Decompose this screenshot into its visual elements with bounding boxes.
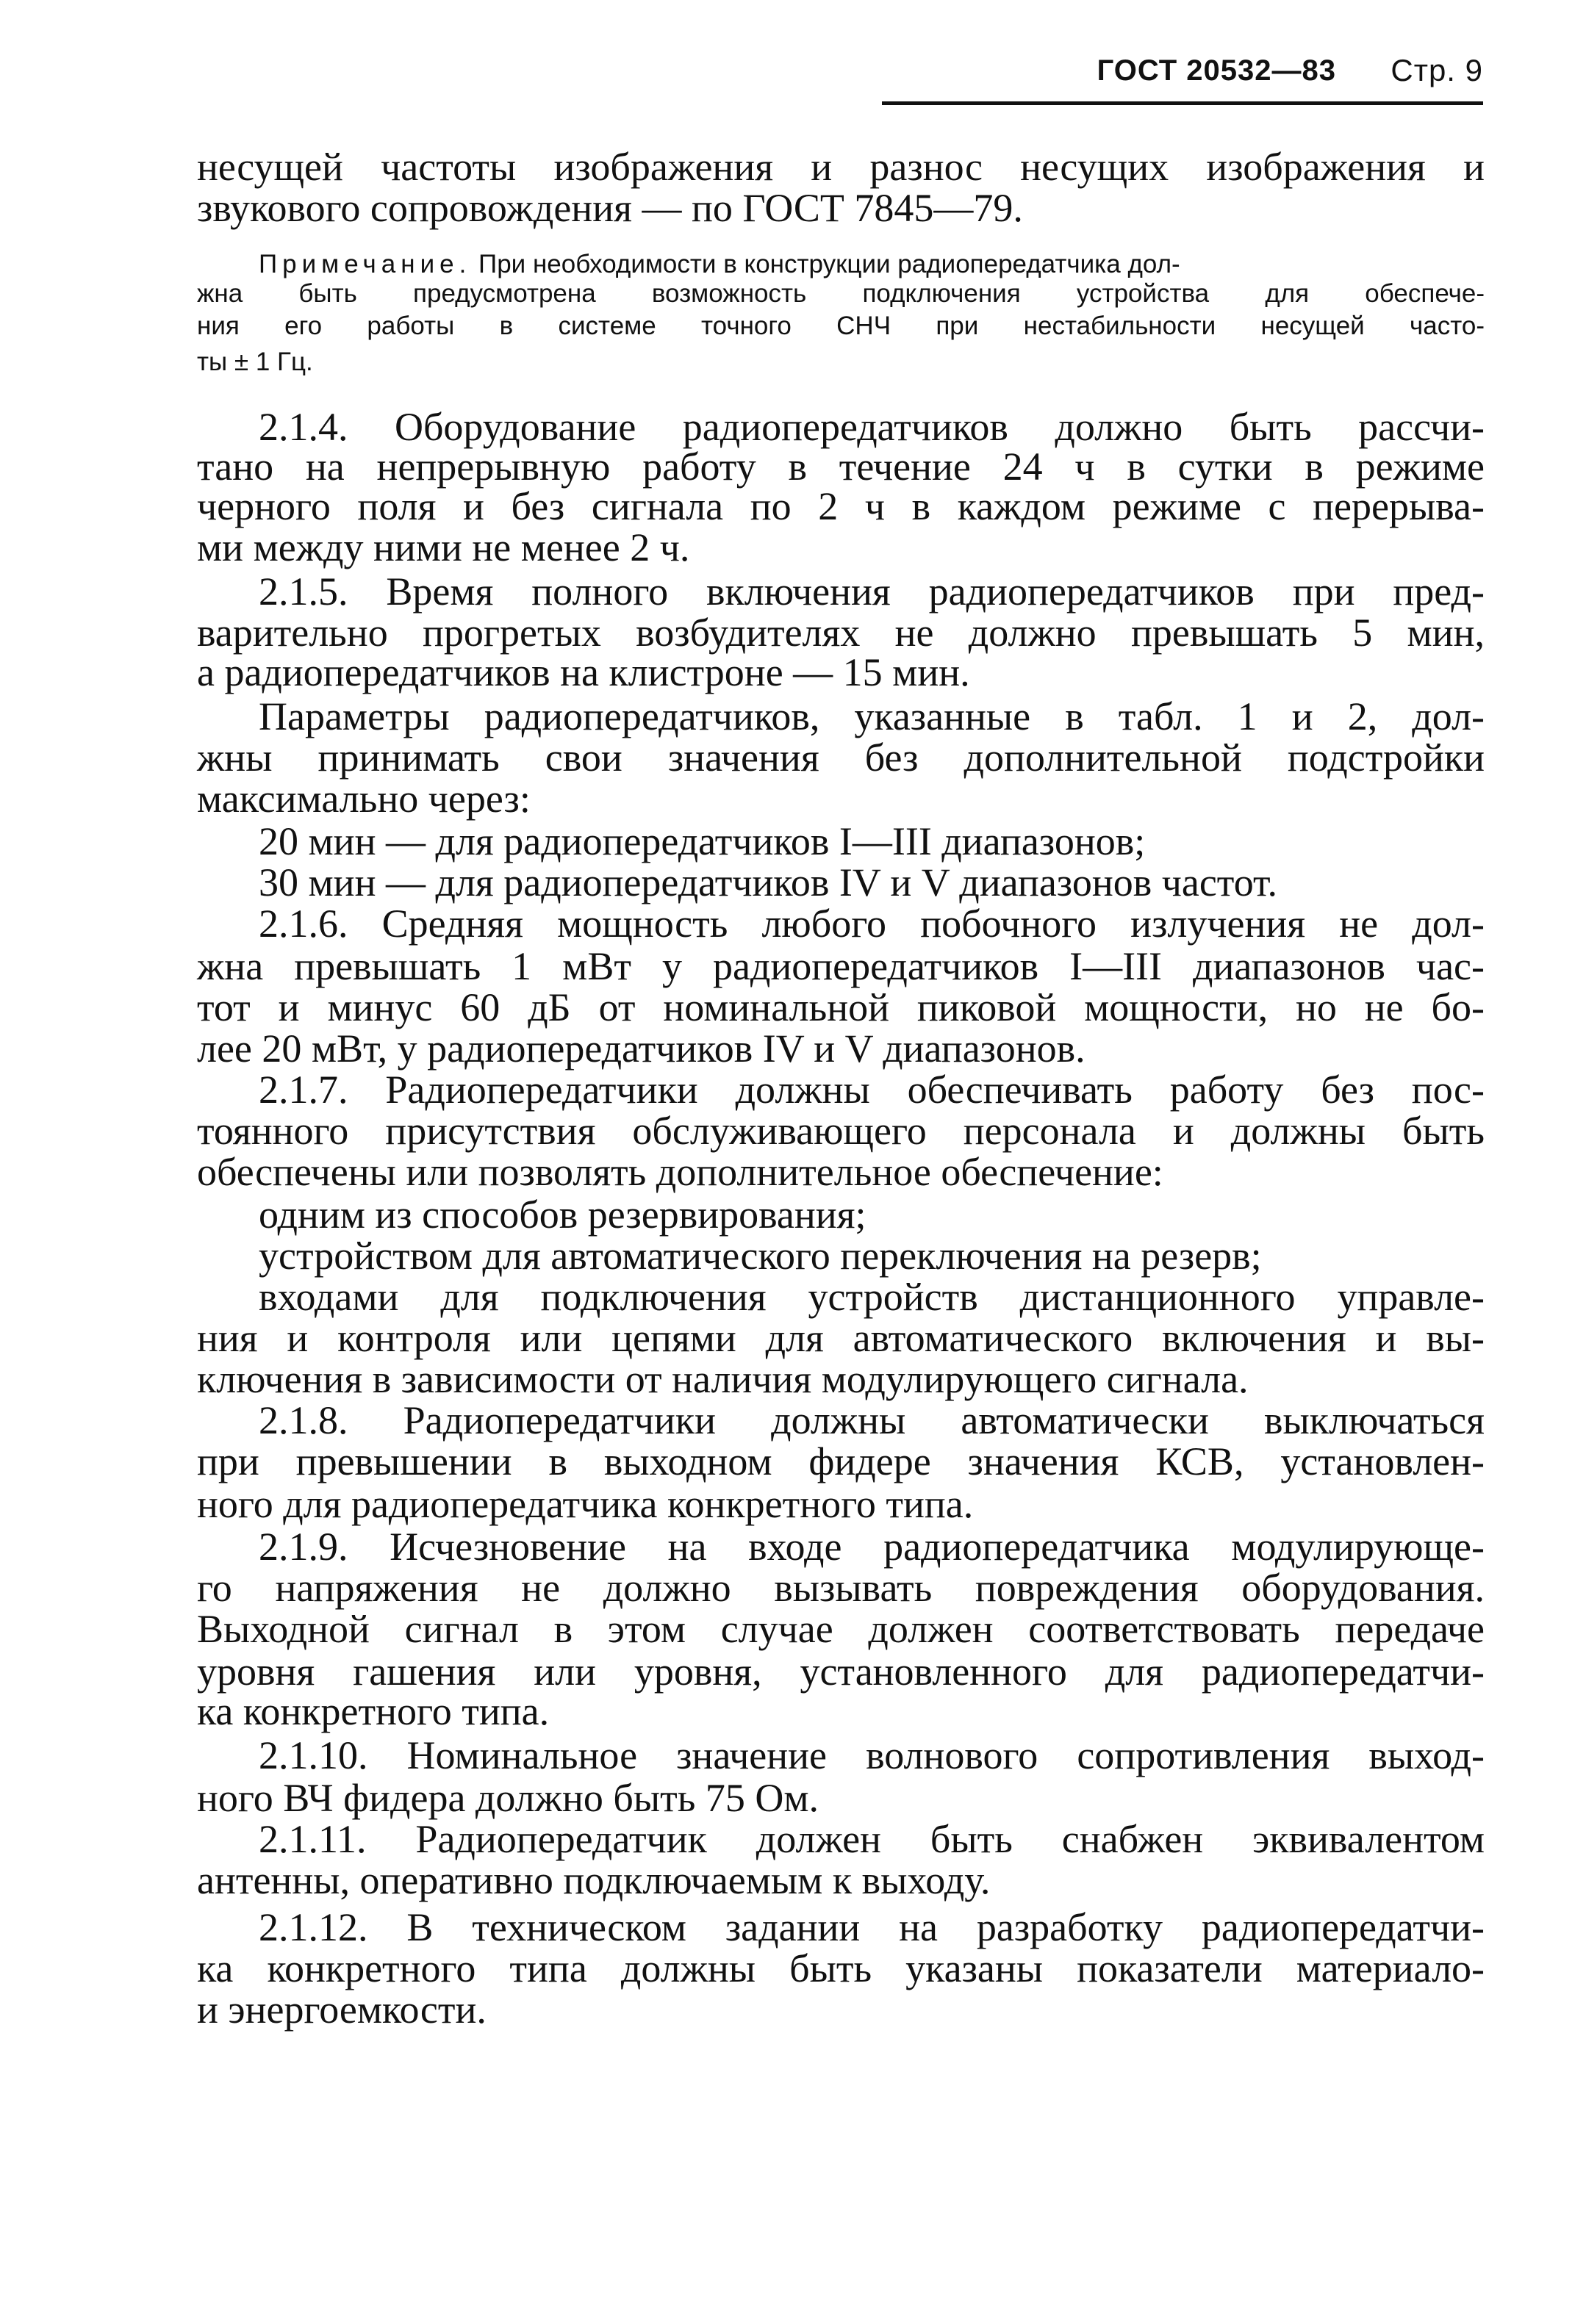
- text-line: 2.1.5. Время полного включения радиопередатчиков при пред-: [259, 569, 1485, 614]
- text-line: звукового сопровождения — по ГОСТ 7845—79.: [197, 186, 1023, 230]
- text-line: 2.1.10. Номинальное значение волнового сопротивления выход-: [259, 1733, 1485, 1777]
- text-line: ми между ними не менее 2 ч.: [197, 525, 690, 569]
- text-line: 2.1.6. Средняя мощность любого побочного излучения не дол-: [259, 902, 1485, 946]
- text-line: жна превышать 1 мВт у радиопередатчиков I—III диапазонов час-: [197, 944, 1485, 988]
- text-line: и энергоемкости.: [197, 1987, 487, 2032]
- text-line: 2.1.9. Исчезновение на входе радиопередатчика модулирующе-: [259, 1525, 1485, 1569]
- note-line: ния его работы в системе точного СНЧ при нестабильности несущей часто-: [197, 312, 1485, 340]
- text-line: варительно прогретых возбудителях не должно превышать 5 мин,: [197, 611, 1485, 655]
- text-line: го напряжения не должно вызывать повреждения оборудования.: [197, 1566, 1485, 1610]
- text-line: антенны, оперативно подключаемым к выходу.: [197, 1858, 991, 1902]
- text-line: лее 20 мВт, у радиопередатчиков IV и V диапазонов.: [197, 1026, 1086, 1071]
- text-line: черного поля и без сигнала по 2 ч в каждом режиме с перерыва-: [197, 484, 1485, 528]
- text-line: 2.1.4. Оборудование радиопередатчиков должно быть рассчи-: [259, 405, 1485, 449]
- text-line: ключения в зависимости от наличия модулирующего сигнала.: [197, 1357, 1249, 1401]
- text-line: максимально через:: [197, 777, 531, 821]
- text-line: 2.1.8. Радиопередатчики должны автоматически выключаться: [259, 1398, 1485, 1442]
- text-line: при превышении в выходном фидере значения КСВ, установлен-: [197, 1439, 1485, 1483]
- text-line: 2.1.11. Радиопередатчик должен быть снабжен эквивалентом: [259, 1817, 1485, 1861]
- text-line: тано на непрерывную работу в течение 24 ч в сутки в режиме: [197, 445, 1485, 489]
- note-line: ты ± 1 Гц.: [197, 348, 313, 376]
- page-number: Стр. 9: [1391, 53, 1483, 87]
- standard-number: ГОСТ 20532—83: [1097, 54, 1336, 87]
- note-line: жна быть предусмотрена возможность подключения устройства для обеспече-: [197, 279, 1485, 308]
- text-line: ного для радиопередатчика конкретного типа.: [197, 1482, 974, 1526]
- text-line: 20 мин — для радиопередатчиков I—III диапазонов;: [259, 819, 1146, 863]
- text-line: несущей частоты изображения и разнос несущих изображения и: [197, 145, 1485, 189]
- text-line: одним из способов резервирования;: [259, 1192, 866, 1237]
- note-text: При необходимости в конструкции радиопередатчика дол-: [478, 250, 1180, 278]
- text-line: обеспечены или позволять дополнительное обеспечение:: [197, 1150, 1163, 1194]
- text-line: тоянного присутствия обслуживающего персонала и должны быть: [197, 1109, 1485, 1153]
- text-line: 2.1.7. Радиопередатчики должны обеспечивать работу без пос-: [259, 1068, 1485, 1112]
- text-line: ния и контроля или цепями для автоматического включения и вы-: [197, 1316, 1485, 1360]
- text-line: Параметры радиопередатчиков, указанные в табл. 1 и 2, дол-: [259, 694, 1485, 738]
- page-header: [882, 48, 1483, 105]
- text-line: Выходной сигнал в этом случае должен соответствовать передаче: [197, 1607, 1485, 1651]
- text-line: а радиопередатчиков на клистроне — 15 мин.: [197, 650, 970, 694]
- text-line: ка конкретного типа должны быть указаны показатели материало-: [197, 1946, 1485, 1990]
- text-line: жны принимать свои значения без дополнительной подстройки: [197, 735, 1485, 780]
- text-line: ного ВЧ фидера должно быть 75 Ом.: [197, 1776, 819, 1820]
- note-label: Примечание.: [259, 250, 472, 278]
- text-line: уровня гашения или уровня, установленного для радиопередатчи-: [197, 1650, 1485, 1694]
- text-line: устройством для автоматического переключения на резерв;: [259, 1234, 1262, 1278]
- text-line: ка конкретного типа.: [197, 1689, 550, 1733]
- note-line: [259, 250, 1485, 279]
- text-line: 2.1.12. В техническом задании на разработку радиопередатчи-: [259, 1905, 1485, 1949]
- text-line: тот и минус 60 дБ от номинальной пиковой мощности, но не бо-: [197, 985, 1485, 1029]
- text-line: 30 мин — для радиопередатчиков IV и V диапазонов частот.: [259, 860, 1278, 904]
- text-line: входами для подключения устройств дистанционного управле-: [259, 1275, 1485, 1319]
